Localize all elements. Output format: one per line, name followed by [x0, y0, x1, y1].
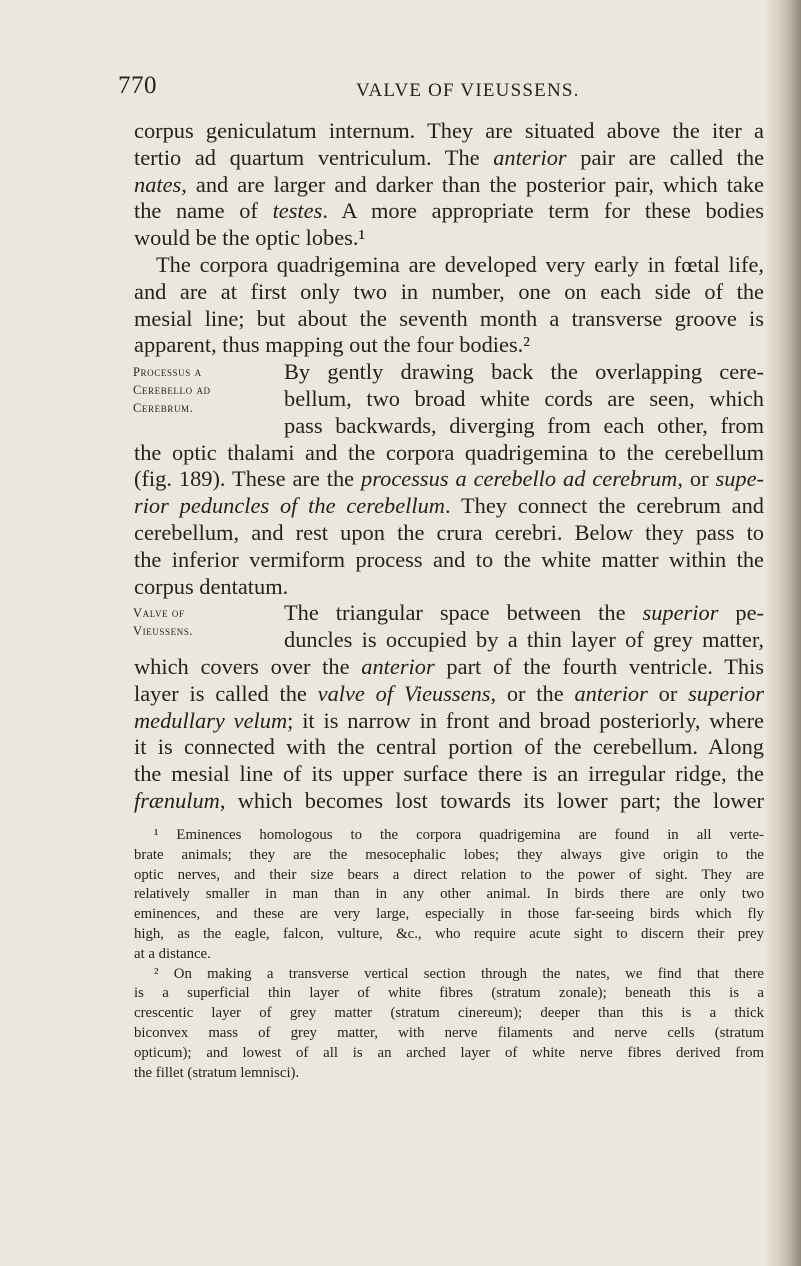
paragraph-2-cont: [134, 279, 764, 359]
text-line: would be the optic lobes.¹: [134, 225, 366, 251]
text-line: corpus geniculatum internum. They are situated above the iter a: [134, 118, 764, 143]
page-edge-shadow: [767, 0, 801, 1266]
running-title: VALVE OF VIEUSSENS.: [356, 80, 580, 101]
footnote-line: opticum); and lowest of all is an arched layer of white nerve fibres derived from: [134, 1044, 764, 1061]
text-line: By gently drawing back the overlapping cere-: [284, 359, 764, 385]
footnote-line: biconvex mass of grey matter, with nerve filaments and nerve cells (stratum: [134, 1024, 764, 1041]
margin-note-processus: [133, 363, 251, 417]
body-text: [134, 118, 764, 815]
text-line: tertio ad quartum ventriculum. The anterior pair are called the: [134, 144, 765, 170]
text-line: which covers over the anterior part of the fourth ventricle. This: [134, 653, 765, 679]
margin-note-line: Processus a: [133, 365, 202, 380]
text-line: pass backwards, diverging from each other, from: [284, 412, 764, 438]
margin-note-line: Valve of: [133, 606, 185, 621]
footnote-2: [134, 965, 764, 1084]
text-line: the name of testes. A more appropriate term for these bodies: [134, 198, 764, 224]
text-line: apparent, thus mapping out the four bodies.²: [134, 332, 530, 358]
text-line: bellum, two broad white cords are seen, which: [284, 385, 764, 411]
text-line: and are at first only two in number, one on each side of the: [134, 278, 764, 304]
paragraph-1: [134, 118, 764, 252]
footnote-line: eminences, and these are very large, especially in those far-seeing birds which fly: [134, 906, 764, 923]
text-line: frænulum, which becomes lost towards its lower part; the lower: [134, 787, 764, 813]
text-line: the optic thalami and the corpora quadrigemina to the cerebellum: [134, 439, 764, 465]
text-line: mesial line; but about the seventh month a transverse groove is: [134, 305, 764, 331]
footnote-line: high, as the eagle, falcon, vulture, &c., who require acute sight to discern their prey: [134, 925, 764, 942]
footnote-line: ¹ Eminences homologous to the corpora quadrigemina are found in all verte-: [154, 827, 764, 843]
text-line: layer is called the valve of Vieussens, or the anterior or superior: [134, 680, 764, 706]
margin-note-line: Vieussens.: [133, 624, 194, 639]
text-line: The corpora quadrigemina are developed very early in fœtal life,: [156, 251, 764, 277]
footnote-line: relatively smaller in man than in any other animal. In birds there are only two: [134, 886, 764, 903]
margin-note-line: Cerebrum.: [133, 401, 194, 416]
text-line: cerebellum, and rest upon the crura cerebri. Below they pass to: [134, 519, 764, 545]
footnote-line: is a superficial thin layer of white fibres (stratum zonale); beneath this is a: [134, 985, 764, 1002]
footnote-line: ² On making a transverse vertical section through the nates, we find that there: [154, 965, 764, 982]
text-line: duncles is occupied by a thin layer of grey matter,: [284, 627, 764, 653]
text-line: corpus dentatum.: [134, 573, 289, 599]
footnote-line: at a distance.: [134, 945, 211, 962]
paragraph-2: [134, 252, 764, 279]
footnote-line: the fillet (stratum lemnisci).: [134, 1064, 300, 1081]
footnote-line: crescentic layer of grey matter (stratum cinereum); deeper than this is a thick: [134, 1005, 764, 1022]
text-line: medullary velum; it is narrow in front and broad posteriorly, where: [134, 707, 764, 733]
footnote-1: [134, 826, 764, 965]
footnote-line: brate animals; they are the mesocephalic lobes; they always give origin to the: [134, 846, 764, 863]
margin-note-valve: [133, 604, 251, 640]
text-line: it is connected with the central portion of the cerebellum. Along: [134, 734, 764, 760]
text-line: rior peduncles of the cerebellum. They connect the cerebrum and: [134, 493, 765, 519]
text-line: nates, and are larger and darker than the posterior pair, which take: [134, 171, 764, 197]
paragraph-3: [134, 359, 764, 600]
text-line: The triangular space between the superior pe-: [284, 600, 764, 626]
page-number: 770: [118, 72, 157, 99]
footnotes: [134, 826, 764, 1083]
text-line: (fig. 189). These are the processus a cerebello ad cerebrum, or supe-: [134, 466, 764, 492]
paragraph-4: [134, 600, 764, 814]
text-line: the mesial line of its upper surface there is an irregular ridge, the: [134, 761, 764, 787]
margin-note-line: Cerebello ad: [133, 383, 211, 398]
text-line: the inferior vermiform process and to the white matter within the: [134, 546, 764, 572]
footnote-line: optic nerves, and their size bears a direct relation to the power of sight. They are: [134, 866, 764, 883]
